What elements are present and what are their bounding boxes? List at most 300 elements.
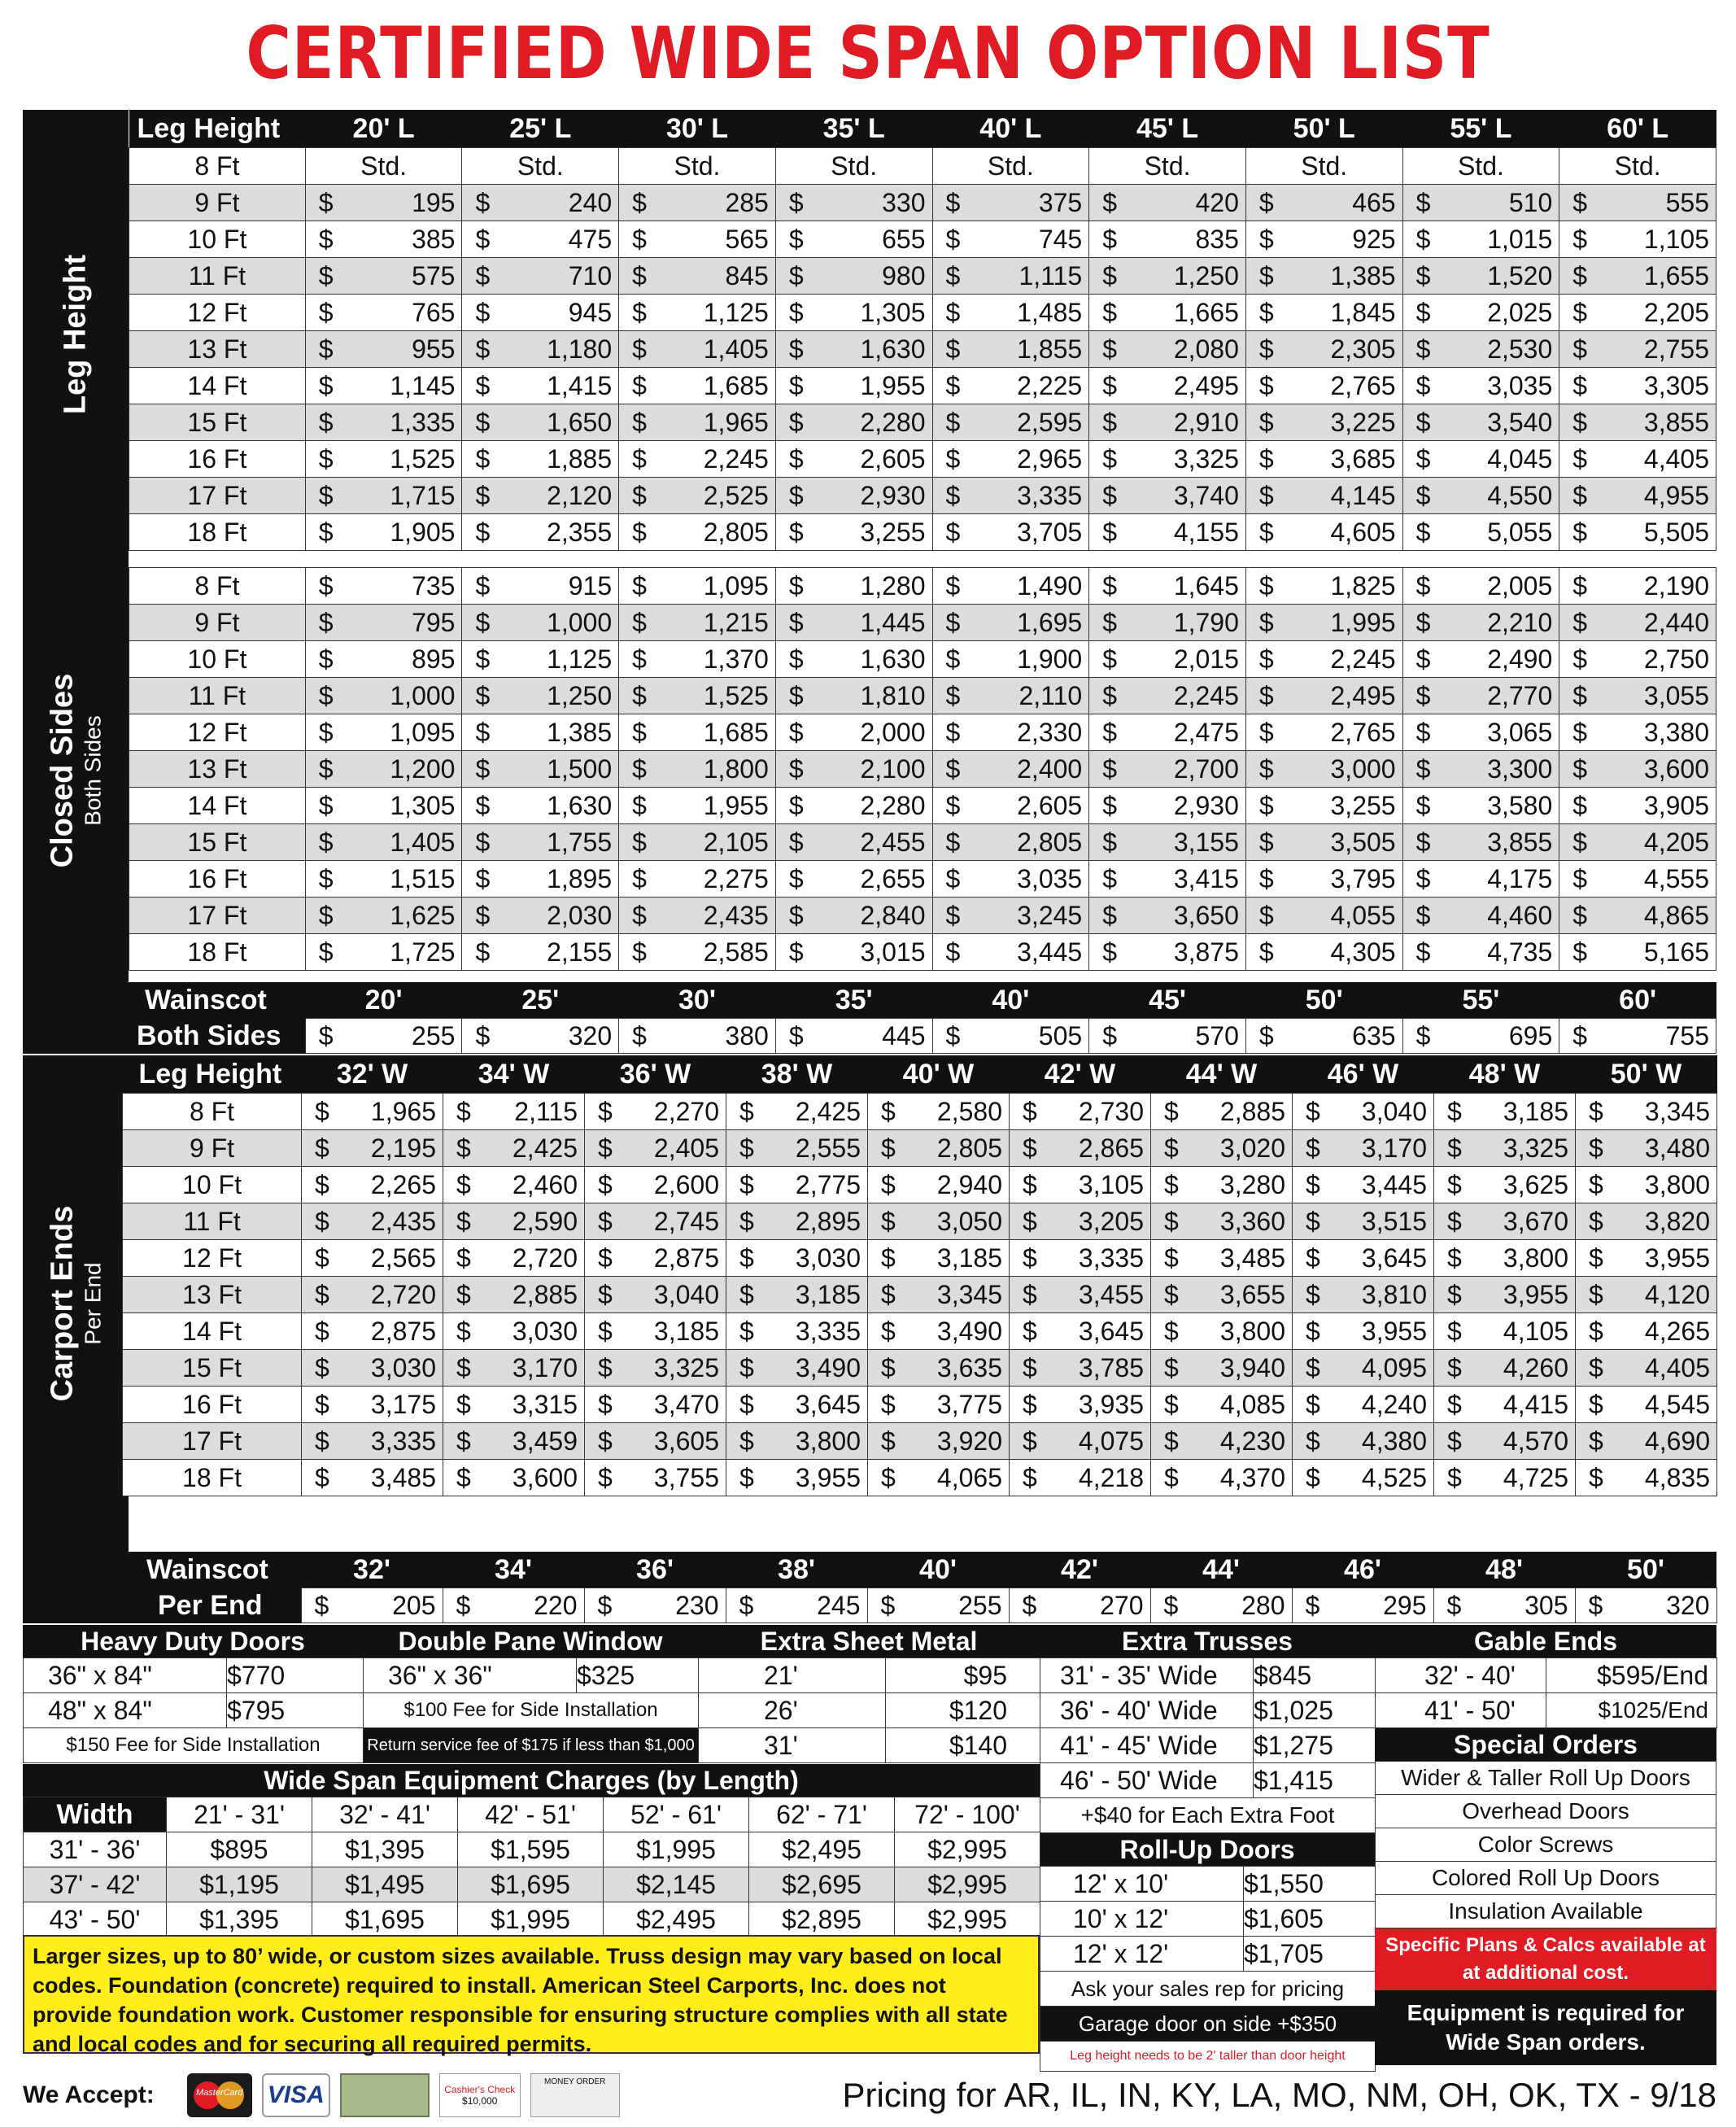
price-cell: $ 2,940 — [868, 1167, 1010, 1203]
column-header: 20' L — [352, 112, 415, 144]
price-cell: $ 1,000 — [305, 678, 462, 714]
page-title: CERTIFIED WIDE SPAN OPTION LIST — [246, 11, 1490, 95]
price-cell: $ 3,335 — [932, 478, 1089, 514]
price-cell: $ 3,905 — [1559, 788, 1716, 824]
table-row — [129, 788, 1716, 824]
price-cell: $ 1,755 — [462, 824, 619, 861]
wainscot-column: 40' — [919, 1553, 957, 1585]
row-label: 12 Ft — [129, 714, 306, 751]
price-cell: $ 2,000 — [775, 714, 932, 751]
price-cell: $ 195 — [305, 185, 462, 221]
price-cell: $ 1,490 — [932, 568, 1089, 605]
price-cell: $ 1,405 — [305, 824, 462, 861]
price-cell: $ 445 — [775, 1019, 932, 1054]
carport-ends-section-label: Carport Ends Per End — [23, 1055, 129, 1552]
price-cell: $ 2,865 — [1010, 1130, 1151, 1167]
price-cell: $1,695 — [312, 1902, 458, 1937]
price-cell: $ 4,525 — [1293, 1460, 1434, 1496]
table-row — [123, 1313, 1717, 1350]
price-cell: $ 1,415 — [462, 368, 619, 404]
price-cell: $ 710 — [462, 258, 619, 295]
price-cell: $1,995 — [458, 1902, 604, 1937]
price-cell: $ 1,800 — [619, 751, 776, 788]
price-cell: $ 2,840 — [775, 898, 932, 934]
price-cell: $ 655 — [775, 221, 932, 258]
price-cell: Std. — [1089, 148, 1246, 185]
price-cell: $ 505 — [932, 1019, 1089, 1054]
price-cell: $ 1,335 — [305, 404, 462, 441]
price-cell: $ 2,565 — [302, 1240, 443, 1277]
price-cell: $ 2,805 — [868, 1130, 1010, 1167]
price-cell: $ 4,605 — [1245, 514, 1402, 551]
row-label: 43' - 50' — [24, 1902, 167, 1937]
price-cell: $ 3,185 — [585, 1313, 726, 1350]
price-cell: $ 2,965 — [932, 441, 1089, 478]
table-row — [129, 221, 1716, 258]
row-label: 12 Ft — [123, 1240, 302, 1277]
price-cell: $ 3,345 — [1576, 1094, 1717, 1130]
price-cell: $ 2,280 — [775, 404, 932, 441]
truss-price: $1,025 — [1254, 1693, 1376, 1728]
price-cell: $ 4,405 — [1576, 1350, 1717, 1387]
price-cell: $ 3,415 — [1089, 861, 1246, 898]
price-cell: $ 1,655 — [1559, 258, 1716, 295]
price-cell: $ 3,105 — [1010, 1167, 1151, 1203]
price-cell: $1,495 — [312, 1867, 458, 1902]
mastercard-icon: MasterCard — [187, 2073, 252, 2117]
price-cell: $ 2,745 — [585, 1203, 726, 1240]
rollup-price: $1,550 — [1244, 1867, 1376, 1902]
gable-ends-title: Gable Ends — [1375, 1625, 1716, 1657]
sheet-size: 21' — [699, 1658, 886, 1693]
equipment-required-note: Equipment is required for Wide Span orders. — [1375, 1990, 1716, 2065]
price-cell: $ 2,190 — [1559, 568, 1716, 605]
price-cell: $ 1,215 — [619, 605, 776, 641]
row-label: 18 Ft — [123, 1460, 302, 1496]
price-cell: $ 5,165 — [1559, 934, 1716, 971]
price-cell: $ 3,055 — [1559, 678, 1716, 714]
price-cell: $ 1,305 — [305, 788, 462, 824]
price-cell: $ 3,645 — [726, 1387, 868, 1423]
roll-up-doors-title: Roll-Up Doors — [1040, 1833, 1375, 1866]
price-cell: $ 2,595 — [932, 404, 1089, 441]
special-order-item: Overhead Doors — [1376, 1795, 1716, 1828]
price-cell: Std. — [619, 148, 776, 185]
double-pane-window-title: Double Pane Window — [363, 1625, 698, 1657]
equipment-column-header: 21' - 31' — [167, 1797, 312, 1832]
price-cell: $ 4,570 — [1434, 1423, 1576, 1460]
price-cell: $ 1,280 — [775, 568, 932, 605]
table-row — [129, 898, 1716, 934]
price-cell: $ 735 — [305, 568, 462, 605]
price-cell: $ 280 — [1150, 1588, 1292, 1623]
price-cell: $ 1,015 — [1402, 221, 1559, 258]
price-cell: $ 3,645 — [1010, 1313, 1151, 1350]
price-cell: $ 2,495 — [1089, 368, 1246, 404]
price-cell: $ 1,695 — [932, 605, 1089, 641]
price-cell: $ 1,500 — [462, 751, 619, 788]
gable-price: $1025/End — [1546, 1693, 1717, 1728]
price-cell: $ 3,015 — [775, 934, 932, 971]
price-cell: $ 1,625 — [305, 898, 462, 934]
price-cell: $ 1,525 — [305, 441, 462, 478]
price-cell: $ 2,700 — [1089, 751, 1246, 788]
price-cell: $ 205 — [301, 1588, 443, 1623]
double-pane-window-box — [363, 1625, 698, 1763]
price-cell: $ 4,725 — [1434, 1460, 1576, 1496]
row-label: 11 Ft — [129, 678, 306, 714]
rollup-size: 12' x 10' — [1040, 1867, 1244, 1902]
extra-trusses-title: Extra Trusses — [1040, 1625, 1375, 1657]
price-cell: $ 2,875 — [302, 1313, 443, 1350]
price-cell: $ 2,730 — [1010, 1094, 1151, 1130]
price-cell: $ 1,095 — [305, 714, 462, 751]
price-cell: $ 2,210 — [1402, 605, 1559, 641]
window-price: $325 — [577, 1658, 699, 1693]
row-label: 11 Ft — [123, 1203, 302, 1240]
price-cell: $ 4,405 — [1559, 441, 1716, 478]
column-header: 32' W — [336, 1058, 408, 1090]
door-size: 36" x 84" — [24, 1658, 227, 1693]
price-cell: $ 4,045 — [1402, 441, 1559, 478]
price-cell: $ 2,105 — [619, 824, 776, 861]
price-cell: $ 3,650 — [1089, 898, 1246, 934]
wainscot-column: 45' — [1149, 984, 1186, 1015]
price-cell: $ 1,445 — [775, 605, 932, 641]
gable-ends-box — [1375, 1625, 1716, 2065]
table-row — [24, 1867, 1040, 1902]
table-row — [129, 331, 1716, 368]
price-cell: $ 3,800 — [726, 1423, 868, 1460]
heavy-duty-doors-title: Heavy Duty Doors — [23, 1625, 363, 1657]
price-cell: $ 3,485 — [302, 1460, 443, 1496]
wainscot-column: 34' — [495, 1553, 532, 1585]
price-cell: $ 2,425 — [443, 1130, 585, 1167]
table-row — [129, 714, 1716, 751]
price-cell: $ 955 — [305, 331, 462, 368]
price-cell: $ 3,600 — [1559, 751, 1716, 788]
column-header: 25' L — [509, 112, 572, 144]
column-header: 60' L — [1607, 112, 1669, 144]
price-cell: $ 230 — [584, 1588, 726, 1623]
price-cell: $ 5,055 — [1402, 514, 1559, 551]
carport-wainscot-sublabel: Per End — [23, 1588, 301, 1623]
price-cell: $ 2,355 — [462, 514, 619, 551]
row-label: 9 Ft — [129, 605, 306, 641]
carport-leg-height-header: Leg Height — [138, 1058, 282, 1090]
price-cell: $ 3,445 — [1293, 1167, 1434, 1203]
price-cell: $ 635 — [1245, 1019, 1402, 1054]
we-accept-label: We Accept: — [23, 2081, 155, 2108]
price-cell: $ 305 — [1433, 1588, 1575, 1623]
price-cell: $ 1,685 — [619, 714, 776, 751]
price-cell: $ 3,459 — [443, 1423, 585, 1460]
equipment-column-header: 42' - 51' — [458, 1797, 604, 1832]
price-cell: $ 3,335 — [726, 1313, 868, 1350]
truss-size: 31' - 35' Wide — [1040, 1658, 1254, 1693]
price-cell: $ 4,415 — [1434, 1387, 1576, 1423]
wainscot-column: 44' — [1202, 1553, 1240, 1585]
price-cell: $ 3,030 — [443, 1313, 585, 1350]
price-cell: Std. — [1402, 148, 1559, 185]
price-cell: $ 3,515 — [1293, 1203, 1434, 1240]
price-cell: $ 765 — [305, 295, 462, 331]
row-label: 16 Ft — [129, 861, 306, 898]
price-cell: $ 3,335 — [302, 1423, 443, 1460]
column-header: 30' L — [665, 112, 729, 144]
price-cell: $ 3,065 — [1402, 714, 1559, 751]
price-cell: $ 2,245 — [619, 441, 776, 478]
truss-note: +$40 for Each Extra Foot — [1040, 1798, 1376, 1833]
row-label: 15 Ft — [129, 824, 306, 861]
price-cell: $ 1,145 — [305, 368, 462, 404]
wainscot-column: 32' — [353, 1553, 390, 1585]
price-cell: $ 3,480 — [1576, 1130, 1717, 1167]
price-cell: $ 3,600 — [443, 1460, 585, 1496]
price-cell: $ 980 — [775, 258, 932, 295]
price-cell: $ 3,185 — [726, 1277, 868, 1313]
price-cell: $ 2,330 — [932, 714, 1089, 751]
price-cell: $ 2,100 — [775, 751, 932, 788]
price-cell: $ 925 — [1245, 221, 1402, 258]
window-note: $100 Fee for Side Installation — [364, 1693, 699, 1728]
price-cell: $ 3,325 — [1434, 1130, 1576, 1167]
price-cell: $ 380 — [619, 1019, 776, 1054]
price-cell: $1,595 — [458, 1832, 604, 1867]
table-row — [123, 1094, 1717, 1130]
cash-icon — [340, 2073, 430, 2117]
column-header: 46' W — [1327, 1058, 1399, 1090]
price-cell: $ 4,865 — [1559, 898, 1716, 934]
price-cell: $ 3,505 — [1245, 824, 1402, 861]
footnote: Larger sizes, up to 80’ wide, or custom sizes available. Truss design may vary based on local codes. Foundation (concrete) required to install. American Steel Carports, Inc. does not provide foundation work. Customer responsible for ensuring structure complies with all state and local codes and for securing all required permits. — [23, 1935, 1040, 2054]
column-header: 50' L — [1293, 112, 1355, 144]
price-cell: $ 2,440 — [1559, 605, 1716, 641]
price-cell: $ 3,775 — [868, 1387, 1010, 1423]
row-label: 9 Ft — [123, 1130, 302, 1167]
price-cell: $ 1,515 — [305, 861, 462, 898]
price-cell: $ 2,770 — [1402, 678, 1559, 714]
price-cell: $ 3,245 — [932, 898, 1089, 934]
price-cell: $ 3,490 — [726, 1350, 868, 1387]
price-cell: $ 4,265 — [1576, 1313, 1717, 1350]
price-cell: $ 2,655 — [775, 861, 932, 898]
price-cell: $ 1,630 — [775, 641, 932, 678]
price-cell: $ 2,765 — [1245, 368, 1402, 404]
price-cell: $ 2,005 — [1402, 568, 1559, 605]
price-cell: $ 2,875 — [585, 1240, 726, 1277]
row-label: 12 Ft — [129, 295, 306, 331]
price-cell: $ 465 — [1245, 185, 1402, 221]
special-order-item: Wider & Taller Roll Up Doors — [1376, 1762, 1716, 1795]
price-cell: $ 3,855 — [1559, 404, 1716, 441]
column-header: 35' L — [822, 112, 885, 144]
price-cell: $2,695 — [749, 1867, 895, 1902]
equipment-column-header: 52' - 61' — [604, 1797, 749, 1832]
price-cell: $ 2,605 — [775, 441, 932, 478]
price-cell: $ 2,490 — [1402, 641, 1559, 678]
column-header: 34' W — [478, 1058, 550, 1090]
price-cell: $ 2,405 — [585, 1130, 726, 1167]
table-row — [24, 1832, 1040, 1867]
row-label: 13 Ft — [129, 751, 306, 788]
price-cell: $ 2,015 — [1089, 641, 1246, 678]
price-cell: $ 3,455 — [1010, 1277, 1151, 1313]
price-cell: $2,495 — [749, 1832, 895, 1867]
row-label: 8 Ft — [129, 148, 306, 185]
price-cell: $ 2,265 — [302, 1167, 443, 1203]
table-row — [129, 568, 1716, 605]
wainscot-column: 30' — [678, 984, 716, 1015]
price-cell: $ 3,625 — [1434, 1167, 1576, 1203]
table-row — [129, 641, 1716, 678]
row-label: 15 Ft — [123, 1350, 302, 1387]
price-cell: $ 320 — [462, 1019, 619, 1054]
price-cell: $ 3,035 — [932, 861, 1089, 898]
price-cell: $ 2,720 — [443, 1240, 585, 1277]
price-cell: $ 2,245 — [1245, 641, 1402, 678]
table-row — [129, 441, 1716, 478]
price-cell: $ 1,385 — [462, 714, 619, 751]
price-cell: $ 2,600 — [585, 1167, 726, 1203]
price-cell: $ 1,955 — [619, 788, 776, 824]
wainscot-column: 40' — [992, 984, 1030, 1015]
price-cell: $ 3,305 — [1559, 368, 1716, 404]
extra-sheet-metal-box — [698, 1625, 1040, 1763]
price-cell: $ 255 — [867, 1588, 1009, 1623]
window-return-note: Return service fee of $175 if less than $1,000 — [364, 1728, 699, 1763]
equipment-charges-box — [23, 1764, 1040, 1937]
table-row — [129, 478, 1716, 514]
closed-sides-wainscot — [23, 982, 1716, 1054]
price-cell: $ 2,115 — [443, 1094, 585, 1130]
carport-ends-wainscot — [23, 1552, 1717, 1623]
price-cell: $ 3,940 — [1151, 1350, 1293, 1387]
price-cell: $ 3,040 — [585, 1277, 726, 1313]
price-cell: $ 3,920 — [868, 1423, 1010, 1460]
price-cell: $ 330 — [775, 185, 932, 221]
price-cell: $ 3,810 — [1293, 1277, 1434, 1313]
price-cell: Std. — [1245, 148, 1402, 185]
table-row — [129, 824, 1716, 861]
price-cell: $ 2,305 — [1245, 331, 1402, 368]
price-cell: $ 1,405 — [619, 331, 776, 368]
heavy-duty-doors-note: $150 Fee for Side Installation — [24, 1728, 364, 1763]
equipment-column-header: 62' - 71' — [749, 1797, 895, 1832]
price-cell: $ 3,345 — [868, 1277, 1010, 1313]
price-cell: $2,495 — [604, 1902, 749, 1937]
price-cell: $ 3,795 — [1245, 861, 1402, 898]
price-cell: $ 4,145 — [1245, 478, 1402, 514]
price-cell: $ 3,820 — [1576, 1203, 1717, 1240]
price-cell: $ 2,280 — [775, 788, 932, 824]
price-cell: $ 2,885 — [1151, 1094, 1293, 1130]
price-cell: $ 3,705 — [932, 514, 1089, 551]
special-order-item: Color Screws — [1376, 1828, 1716, 1862]
row-label: 10 Ft — [129, 221, 306, 258]
price-cell: $ 4,155 — [1089, 514, 1246, 551]
price-cell: $ 3,755 — [585, 1460, 726, 1496]
leg-height-section-label: Leg Height — [23, 110, 129, 559]
price-cell: Std. — [932, 148, 1089, 185]
price-cell: $ 1,485 — [932, 295, 1089, 331]
table-row — [129, 404, 1716, 441]
price-cell: $ 4,380 — [1293, 1423, 1434, 1460]
price-cell: $ 320 — [1575, 1588, 1716, 1623]
sheet-size: 26' — [699, 1693, 886, 1728]
truss-price: $1,415 — [1254, 1763, 1376, 1798]
specific-plans-note: Specific Plans & Calcs available at at additional cost. — [1375, 1928, 1716, 1990]
price-cell: $ 575 — [305, 258, 462, 295]
row-label: 13 Ft — [129, 331, 306, 368]
column-header: 38' W — [761, 1058, 833, 1090]
price-cell: $ 2,895 — [726, 1203, 868, 1240]
table-row — [123, 1387, 1717, 1423]
row-label: 13 Ft — [123, 1277, 302, 1313]
price-cell: $ 4,218 — [1010, 1460, 1151, 1496]
price-cell: Std. — [1559, 148, 1716, 185]
price-cell: $ 2,110 — [932, 678, 1089, 714]
row-label: 17 Ft — [123, 1423, 302, 1460]
price-cell: $ 1,715 — [305, 478, 462, 514]
price-cell: $ 4,085 — [1151, 1387, 1293, 1423]
wainscot-column: 48' — [1485, 1553, 1523, 1585]
price-cell: $ 3,645 — [1293, 1240, 1434, 1277]
price-cell: $ 3,050 — [868, 1203, 1010, 1240]
price-cell: $ 4,305 — [1245, 934, 1402, 971]
table-row — [129, 185, 1716, 221]
price-cell: $ 1,855 — [932, 331, 1089, 368]
price-cell: $ 1,905 — [305, 514, 462, 551]
leg-height-header: Leg Height — [137, 112, 281, 144]
column-header: 55' L — [1450, 112, 1512, 144]
table-row — [129, 368, 1716, 404]
price-cell: $ 3,800 — [1576, 1167, 1717, 1203]
price-cell: $ 4,055 — [1245, 898, 1402, 934]
price-cell: $ 2,775 — [726, 1167, 868, 1203]
price-cell: $ 2,750 — [1559, 641, 1716, 678]
closed-sides-section-label: Closed Sides Both Sides — [23, 559, 129, 982]
price-cell: $ 295 — [1292, 1588, 1433, 1623]
price-cell: $ 3,470 — [585, 1387, 726, 1423]
row-label: 15 Ft — [129, 404, 306, 441]
price-cell: $ 1,790 — [1089, 605, 1246, 641]
price-cell: $2,895 — [749, 1902, 895, 1937]
special-orders-title: Special Orders — [1375, 1728, 1716, 1761]
price-cell: $ 3,685 — [1245, 441, 1402, 478]
special-order-item: Colored Roll Up Doors — [1376, 1862, 1716, 1895]
price-cell: $1,395 — [312, 1832, 458, 1867]
table-row — [129, 295, 1716, 331]
price-cell: $ 570 — [1089, 1019, 1246, 1054]
price-cell: $ 1,845 — [1245, 295, 1402, 331]
truss-size: 36' - 40' Wide — [1040, 1693, 1254, 1728]
rollup-price: $1,705 — [1244, 1937, 1376, 1972]
wainscot-column: 46' — [1344, 1553, 1381, 1585]
price-cell: $ 2,435 — [619, 898, 776, 934]
price-cell: $ 3,740 — [1089, 478, 1246, 514]
price-cell: $ 2,805 — [619, 514, 776, 551]
price-cell: $2,995 — [895, 1902, 1040, 1937]
price-cell: $ 385 — [305, 221, 462, 258]
column-header: 48' W — [1468, 1058, 1541, 1090]
price-cell: $ 2,435 — [302, 1203, 443, 1240]
price-cell: $ 2,425 — [726, 1094, 868, 1130]
wainscot-column: 38' — [778, 1553, 815, 1585]
price-cell: $ 2,930 — [1089, 788, 1246, 824]
price-cell: $ 2,205 — [1559, 295, 1716, 331]
table-row — [129, 678, 1716, 714]
